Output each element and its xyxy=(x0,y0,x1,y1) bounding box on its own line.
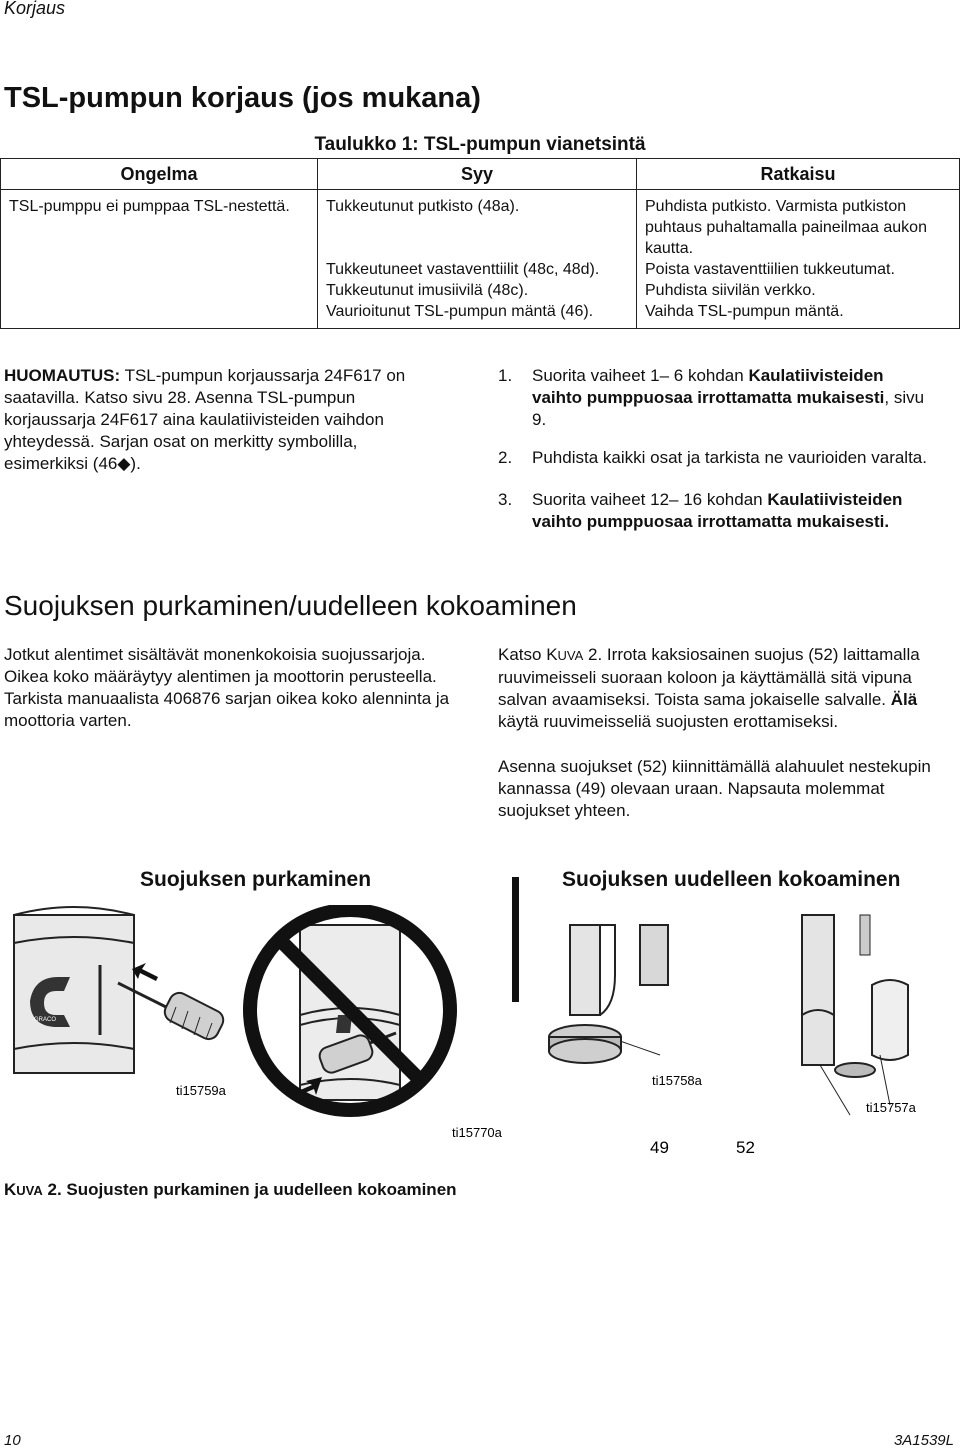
warning-word: Älä xyxy=(890,690,918,709)
text-run: Katso xyxy=(498,645,547,664)
intro-paragraph: Jotkut alentimet sisältävät monenkokoisia suojussarjoja. Oikea koko määräytyy alentimen ja moottorin perusteella. Tarkista manuaalista 406876 sarjan oikea koko alenninta ja moottoria varten. xyxy=(4,645,450,730)
text-run: käytä ruuvimeisseliä suojusten erottamiseksi. xyxy=(498,712,839,731)
note-text: TSL-pumpun korjaussarja 24F617 on saatavilla. Katso sivu 28. Asenna TSL-pumpun korjaussarja 24F617 aina kaulatiivisteiden vaihdon yhteydessä. Sarjan osat on merkitty symbolilla, esimerkiksi (46◆). xyxy=(4,366,406,473)
list-item xyxy=(498,447,938,469)
step-text: Suorita vaiheet 12– 16 kohdan xyxy=(532,490,768,509)
prohibited-method-illustration xyxy=(250,910,450,1110)
figure-illustration xyxy=(0,905,960,1165)
step-text: , sivu 9. xyxy=(532,388,925,429)
section-heading: Suojuksen purkaminen/uudelleen kokoaminen xyxy=(4,590,577,621)
table-cell xyxy=(1,301,318,329)
table-cell: Tukkeutuneet vastaventtiilit (48c, 48d). xyxy=(318,259,637,280)
figure-code: ti15757a xyxy=(866,1100,916,1115)
table-cell: Puhdista putkisto. Varmista putkiston puhtaus puhaltamalla paineilmaa aukon kautta. xyxy=(645,198,927,257)
table-row xyxy=(1,190,960,260)
shield-removal-illustration xyxy=(14,907,227,1073)
table-cell: Tukkeutunut imusiivilä (48c). xyxy=(318,280,637,301)
header-cause: Syy xyxy=(318,159,637,190)
page-title: TSL-pumpun korjaus (jos mukana) xyxy=(4,82,481,114)
arrow-icon xyxy=(132,963,158,981)
text-run: 2. Irrota kaksiosainen suojus (52) laittamalla ruuvimeisseli suoraan koloon ja käyttämällä sitä vipuna salvan avaamiseksi. Toista sama jokaiselle salvalle. xyxy=(498,645,920,709)
figure-ref: UVA xyxy=(557,648,584,663)
table-cell: Poista vastaventtiilien tukkeutumat. xyxy=(645,261,895,278)
step-text: Suorita vaiheet 1– 6 kohdan xyxy=(532,366,749,385)
callout-number: 49 xyxy=(650,1138,669,1157)
figure-code: ti15758a xyxy=(652,1073,702,1088)
table-cell xyxy=(1,259,318,280)
figure-code: ti15759a xyxy=(176,1083,226,1098)
table-caption: Taulukko 1: TSL-pumpun vianetsintä xyxy=(314,134,646,155)
note-label: HUOMAUTUS: xyxy=(4,366,121,385)
step-link-text: Kaulatiivisteiden vaihto pumppuosaa irrottamatta mukaisesti. xyxy=(532,490,903,531)
step-number: 2. xyxy=(498,448,513,467)
header-problem: Ongelma xyxy=(1,159,318,190)
table-row xyxy=(1,280,960,301)
list-item xyxy=(498,489,938,533)
table-cell: TSL-pumppu ei pumppaa TSL-nestettä. xyxy=(1,190,318,260)
list-item xyxy=(498,365,938,431)
note-paragraph xyxy=(4,365,444,475)
document-code: 3A1539L xyxy=(893,1432,954,1449)
table-row xyxy=(1,259,960,280)
figure-ref: K xyxy=(4,1180,17,1199)
step-text: Puhdista kaikki osat ja tarkista ne vaurioiden varalta. xyxy=(532,448,927,467)
section-header: Korjaus xyxy=(4,0,66,18)
figure-caption xyxy=(4,1180,457,1200)
figure-ref: K xyxy=(546,645,558,664)
callout-number: 52 xyxy=(736,1138,755,1157)
shield-assembled-illustration xyxy=(802,915,908,1115)
instruction-paragraph xyxy=(498,644,958,733)
table-cell: Puhdista siivilän verkko. xyxy=(645,282,816,299)
assembly-paragraph: Asenna suojukset (52) kiinnittämällä alahuulet nestekupin kannassa (49) olevaan uraan. Napsauta molemmat suojukset yhteen. xyxy=(498,757,931,820)
table-cell: Vaihda TSL-pumpun mäntä. xyxy=(645,303,844,320)
table-row xyxy=(1,301,960,329)
step-number: 1. xyxy=(498,366,513,385)
shield-install-illustration xyxy=(549,925,668,1063)
figure-code: ti15770a xyxy=(452,1125,502,1140)
table-cell: Tukkeutunut putkisto (48a). xyxy=(318,190,637,260)
header-solution: Ratkaisu xyxy=(637,159,960,190)
figure-right-heading: Suojuksen uudelleen kokoaminen xyxy=(562,868,901,891)
steps-list xyxy=(498,365,938,549)
step-link-text: Kaulatiivisteiden vaihto pumppuosaa irrottamatta mukaisesti xyxy=(532,366,885,407)
figure-left-heading: Suojuksen purkaminen xyxy=(140,868,372,891)
figure-ref: UVA xyxy=(16,1183,43,1198)
table-cell: Vaurioitunut TSL-pumpun mäntä (46). xyxy=(318,301,637,329)
table-header-row xyxy=(1,159,960,190)
table-cell xyxy=(1,280,318,301)
brand-text: GRACO xyxy=(34,1017,57,1023)
caption-text: 2. Suojusten purkaminen ja uudelleen kokoaminen xyxy=(42,1180,457,1199)
troubleshooting-table xyxy=(0,158,960,329)
page-number: 10 xyxy=(4,1432,21,1449)
step-number: 3. xyxy=(498,490,513,509)
